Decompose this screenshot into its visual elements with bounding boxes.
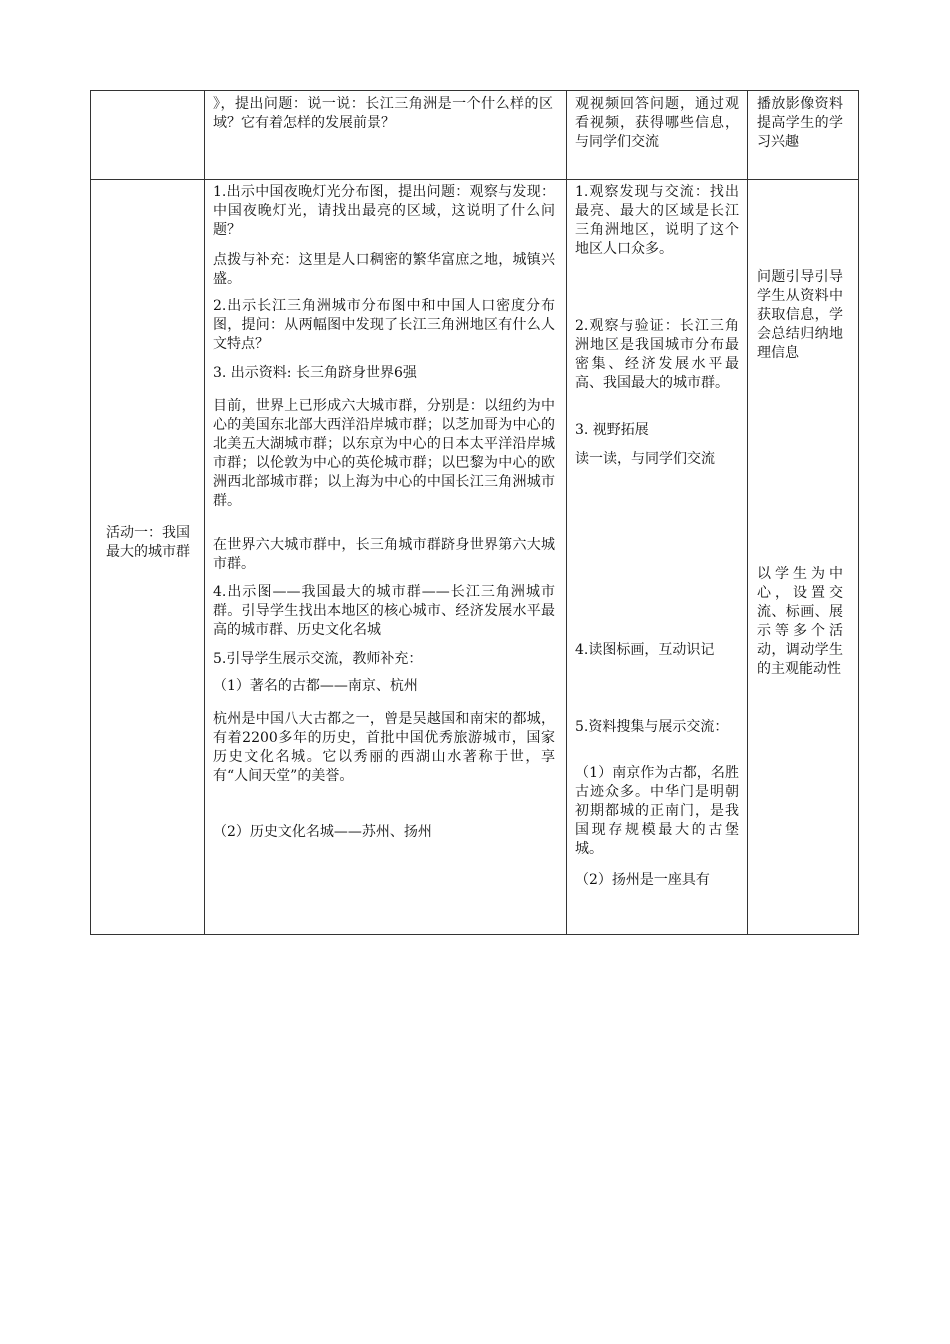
cell-text: 》，提出问题：说一说：长江三角洲是一个什么样的区域？它有着怎样的发展前景？: [213, 96, 553, 131]
yangzhou-description: （2）扬州是一座具有: [575, 872, 710, 888]
cell-text: 播放影像资料提高学生的学习兴趣: [757, 96, 843, 150]
student-step-3: 3. 视野拓展: [575, 422, 649, 438]
student-step-5: 5.资料搜集与展示交流：: [575, 719, 729, 735]
teacher-step-2: 2.出示长江三角洲城市分布图中和中国人口密度分布图，提问：从两幅图中发现了长江三角洲地区有什么人文特点？: [213, 298, 555, 352]
activity-cell: [91, 180, 204, 934]
reading-conclusion: 在世界六大城市群中，长三角城市群跻身世界第六大城市群。: [213, 537, 555, 572]
teacher-activity-cell: [205, 180, 566, 934]
student-step-4: 4.读图标画，互动识记: [575, 642, 715, 658]
design-intent-2: 以学生为中心，设置交流、标画、展示等多个活动，调动学生的主观能动性: [757, 566, 843, 677]
column-divider: [566, 91, 567, 179]
design-intent-1: 问题引导引导学生从资料中获取信息，学会总结归纳地理信息: [757, 269, 843, 361]
teacher-comment: 点拨与补充：这里是人口稠密的繁华富庶之地，城镇兴盛。: [213, 252, 555, 287]
table-row: [90, 90, 859, 180]
historical-cities: （2）历史文化名城——苏州、扬州: [213, 824, 432, 840]
student-step-2: 2.观察与验证：长江三角洲地区是我国城市分布最密集、经济发展水平最高、我国最大的城市群。: [575, 318, 739, 391]
table-row: [90, 179, 859, 935]
reading-material: 目前，世界上已形成六大城市群，分别是：以纽约为中心的美国东北部大西洋沿岸城市群；以芝加哥为中心的北美五大湖城市群；以东京为中心的日本太平洋沿岸城市群；以伦敦为中心的英伦城市群；以巴黎为中心的欧洲西北部城市群；以上海为中心的中国长江三角洲城市群。: [213, 398, 555, 509]
teacher-step-4: 4.出示图——我国最大的城市群——长江三角洲城市群。引导学生找出本地区的核心城市、经济发展水平最高的城市群、历史文化名城: [213, 584, 555, 638]
student-activity-cell: [567, 180, 747, 934]
column-divider: [204, 91, 205, 179]
hangzhou-description: 杭州是中国八大古都之一，曾是吴越国和南宋的都城，有着2200多年的历史，首批中国优秀旅游城市，国家历史文化名城。它以秀丽的西湖山水著称于世，享有“人间天堂”的美誉。: [213, 711, 555, 784]
nanjing-description: （1）南京作为古都，名胜古迹众多。中华门是明朝初期都城的正南门，是我国现存规模最大的古堡城。: [575, 765, 739, 857]
student-reading: 读一读，与同学们交流: [575, 451, 715, 467]
design-intent-cell: [748, 180, 859, 934]
teacher-step-5: 5.引导学生展示交流，教师补充：: [213, 651, 423, 667]
cell-text: 观视频回答问题，通过观看视频，获得哪些信息，与同学们交流: [575, 96, 739, 150]
activity-title: 活动一：我国最大的城市群: [106, 525, 190, 560]
teacher-step-1: 1.出示中国夜晚灯光分布图，提出问题：观察与发现：中国夜晚灯光，请找出最亮的区域，这说明了什么问题？: [213, 184, 555, 238]
ancient-capitals: （1）著名的古都——南京、杭州: [213, 678, 418, 694]
student-step-1: 1.观察发现与交流：找出最亮、最大的区域是长江三角洲地区，说明了这个地区人口众多。: [575, 184, 739, 257]
column-divider: [747, 91, 748, 179]
teacher-step-3: 3. 出示资料: 长三角跻身世界6强: [213, 365, 417, 381]
